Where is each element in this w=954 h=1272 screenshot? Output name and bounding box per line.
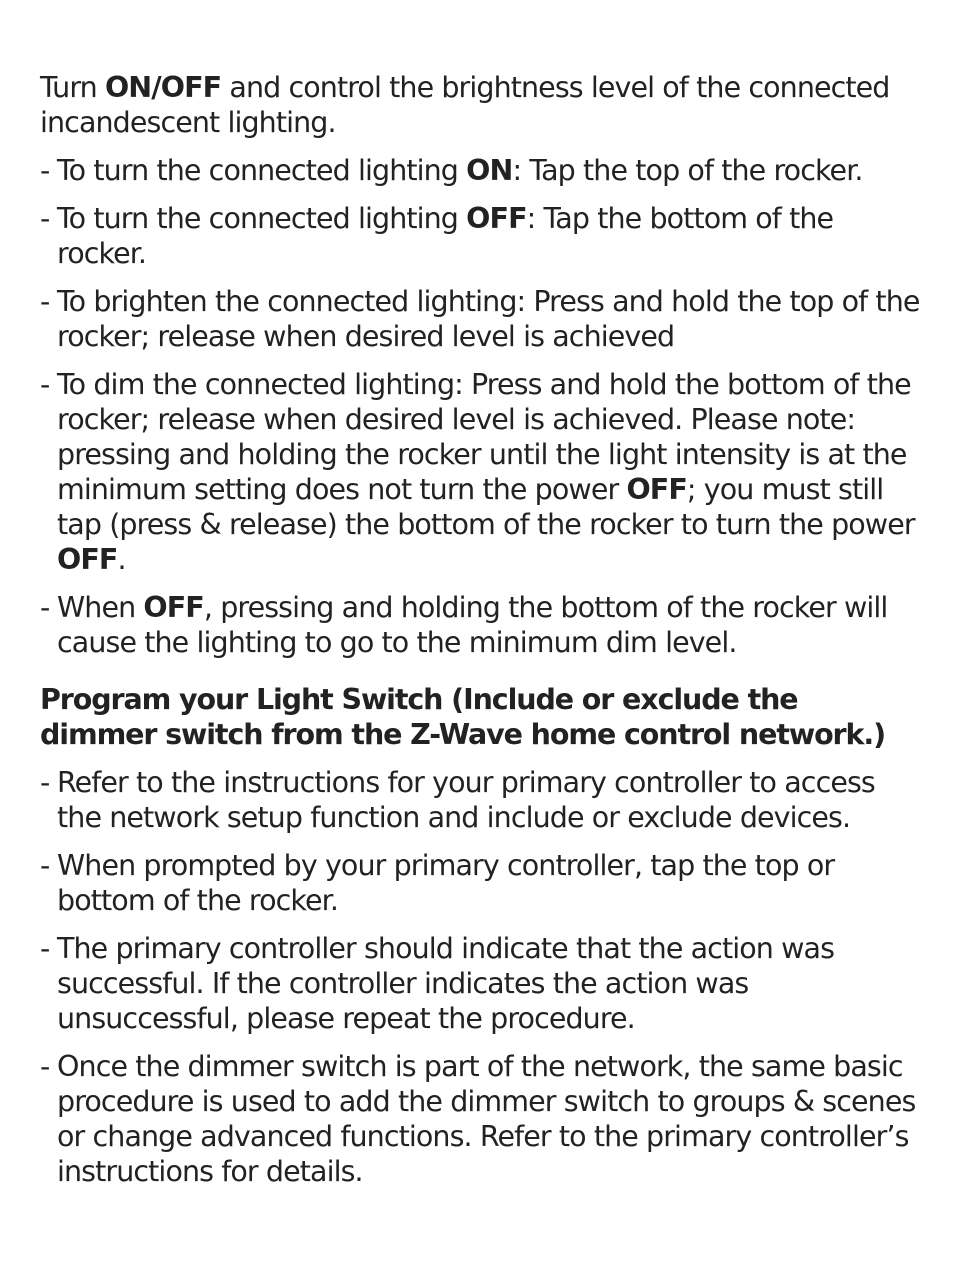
program-item-text: Once the dimmer switch is part of the network, the same basic procedure is used to add the dimmer switch to groups & scenes or change advanced functions. Refer to the primary controller’s instructions for details. [57,1050,916,1188]
control-item-text: To turn the connected lighting [57,202,467,235]
control-item-turn-off [40,201,920,271]
control-item-text: ; you must still tap (press & release) the bottom of the rocker to turn the power [57,473,915,541]
control-item-bold: OFF [466,202,527,235]
bullet-dash: - [40,1050,50,1083]
program-item-indicate [40,931,920,1036]
bullet-dash: - [40,766,50,799]
control-item-bold: OFF [143,591,204,624]
control-item-bold: OFF [626,473,687,506]
program-item-text: The primary controller should indicate that the action was successful. If the controller indicates the action was unsuccessful, please repeat the procedure. [57,932,835,1035]
bullet-dash: - [40,591,50,624]
bullet-dash: - [40,849,50,882]
program-heading: Program your Light Switch (Include or exclude the dimmer switch from the Z-Wave home control network.) [40,683,886,751]
control-item-text: , pressing and holding the bottom of the rocker will cause the lighting to go to the minimum dim level. [57,591,888,659]
program-item-text: Refer to the instructions for your primary controller to access the network setup function and include or exclude devices. [57,766,875,834]
bullet-dash: - [40,368,50,401]
control-item-text: : Tap the top of the rocker. [512,154,863,187]
control-item-bold: OFF [57,543,118,576]
intro-paragraph [40,70,920,140]
bullet-dash: - [40,285,50,318]
control-item-text: To brighten the connected lighting: Press and hold the top of the rocker; release when desired level is achieved [57,285,920,353]
program-item-text: When prompted by your primary controller, tap the top or bottom of the rocker. [57,849,835,917]
control-item-text: When [57,591,144,624]
bullet-dash: - [40,202,50,235]
program-item-refer [40,765,920,835]
intro-text: and control the brightness level of the connected incandescent lighting. [40,71,890,139]
control-item-text: . [117,543,126,576]
intro-text: Turn [40,71,105,104]
control-item-when-off [40,590,920,660]
bullet-dash: - [40,154,50,187]
control-item-text: To dim the connected lighting: Press and hold the bottom of the rocker; release when desired level is achieved. Please note: pressing and holding the rocker until the light intensity is at the minimum setting does not turn the power [57,368,911,506]
control-item-text: : Tap the bottom of the rocker. [57,202,834,270]
bullet-dash: - [40,932,50,965]
control-item-bold: ON [466,154,513,187]
intro-bold-on-off: ON/OFF [104,71,222,104]
control-item-text: To turn the connected lighting [57,154,467,187]
control-item-dim [40,367,920,577]
control-item-turn-on [40,153,920,188]
control-item-brighten [40,284,920,354]
program-item-tap [40,848,920,918]
program-item-groups [40,1049,920,1189]
instruction-page [40,70,920,1202]
